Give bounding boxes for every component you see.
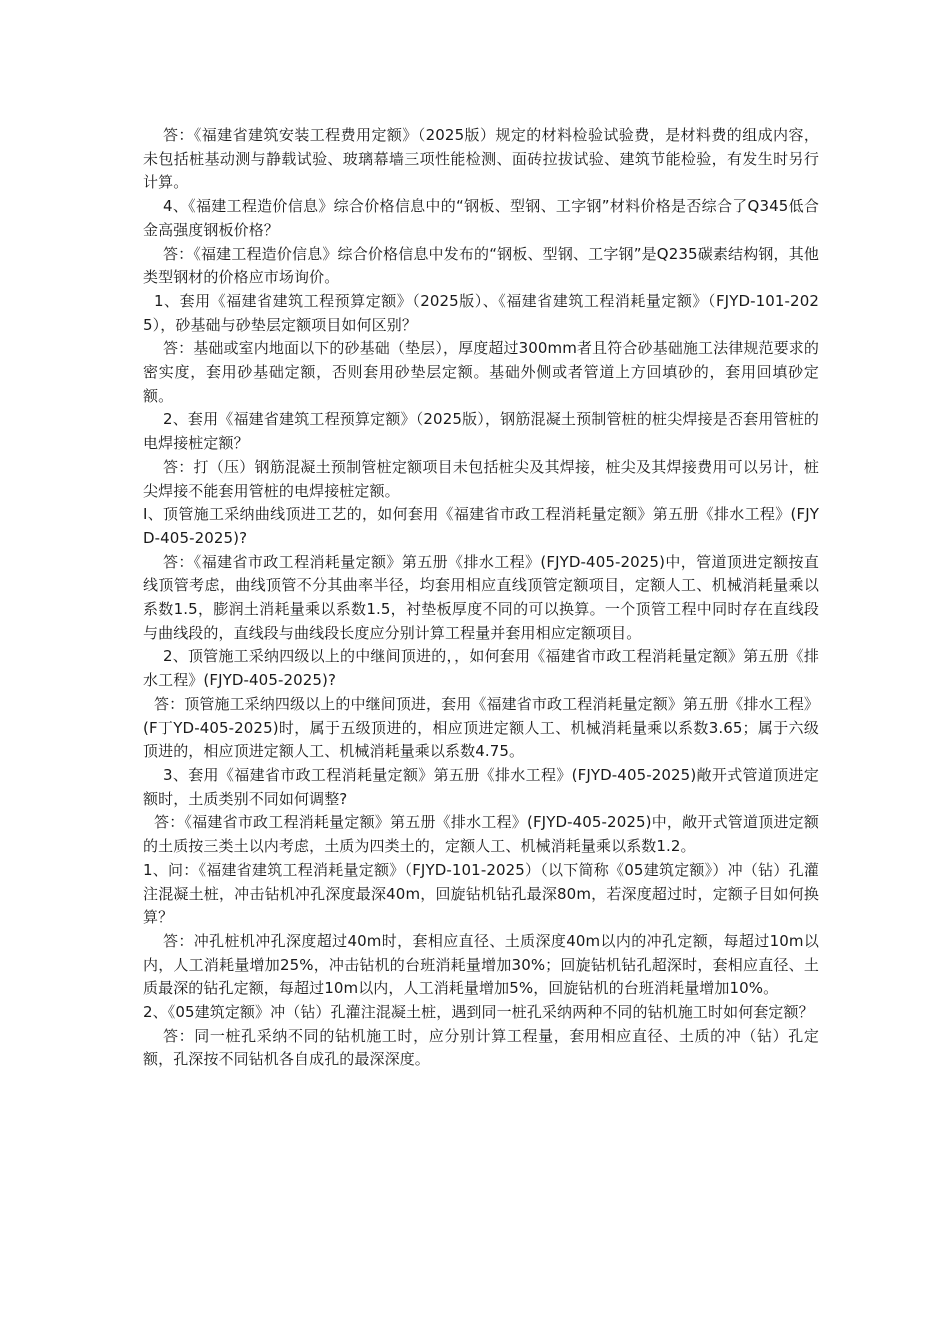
answer-paragraph: 答：基础或室内地面以下的砂基础（垫层），厚度超过300mm者且符合砂基础施工法律规范要求的密实度，套用砂基础定额，否则套用砂垫层定额。基础外侧或者管道上方回填砂的，套用回填砂定额。 <box>143 339 819 405</box>
question-paragraph: 3、套用《福建省市政工程消耗量定额》第五册《排水工程》(FJYD-405-2025)敞开式管道顶进定额时，土质类别不同如何调整? <box>143 765 819 808</box>
question-paragraph: 2、顶管施工采纳四级以上的中继间顶进的，，如何套用《福建省市政工程消耗量定额》第五册《排水工程》(FJYD-405-2025)? <box>143 647 819 690</box>
answer-paragraph: 答：《福建省市政工程消耗量定额》第五册《排水工程》(FJYD-405-2025)中，管道顶进定额按直线顶管考虑，曲线顶管不分其曲率半径，均套用相应直线顶管定额项目，定额人工、机械消耗量乘以系数1.5，膨润土消耗量乘以系数1.5，衬垫板厚度不同的可以换算。一个顶管工程中同时存在直线段与曲线段的，直线段与曲线段长度应分别计算工程量并套用相应定额项目。 <box>143 552 819 642</box>
answer-paragraph: 答：《福建省市政工程消耗量定额》第五册《排水工程》(FJYD-405-2025)中，敞开式管道顶进定额的土质按三类土以内考虑，土质为四类土的，定额人工、机械消耗量乘以系数1.2。 <box>143 813 819 856</box>
answer-paragraph: 答：顶管施工采纳四级以上的中继间顶进，套用《福建省市政工程消耗量定额》第五册《排水工程》(F丁YD-405-2025)时，属于五级顶进的，相应顶进定额人工、机械消耗量乘以系数3.65；属于六级顶进的，相应顶进定额人工、机械消耗量乘以系数4.75。 <box>143 694 819 761</box>
question-paragraph: 2、《05建筑定额》冲（钻）孔灌注混凝土桩，遇到同一桩孔采纳两种不同的钻机施工时如何套定额？ <box>143 1003 814 1022</box>
question-paragraph: 4、《福建工程造价信息》综合价格信息中的“钢板、型钢、工字钢”材料价格是否综合了Q345低合金高强度钢板价格？ <box>143 197 819 239</box>
document-body <box>143 124 819 1072</box>
answer-paragraph: 答：冲孔桩机冲孔深度超过40m时，套相应直径、土质深度40m以内的冲孔定额，每超过10m以内，人工消耗量增加25%，冲击钻机的台班消耗量增加30%；回旋钻机钻孔超深时，套相应直径、土质最深的钻孔定额，每超过10m以内，人工消耗量增加5%，回旋钻机的台班消耗量增加10%。 <box>143 931 819 998</box>
question-paragraph: I、顶管施工采纳曲线顶进工艺的，如何套用《福建省市政工程消耗量定额》第五册《排水工程》(FJYD-405-2025)? <box>143 505 819 547</box>
answer-paragraph: 答：《福建工程造价信息》综合价格信息中发布的“钢板、型钢、工字钢”是Q235碳素结构钢，其他类型钢材的价格应市场询价。 <box>143 244 819 287</box>
answer-paragraph: 答：打（压）钢筋混凝土预制管桩定额项目未包括桩尖及其焊接，桩尖及其焊接费用可以另计，桩尖焊接不能套用管桩的电焊接桩定额。 <box>143 457 819 500</box>
question-paragraph: 1、问：《福建省建筑工程消耗量定额》（FJYD-101-2025）（以下简称《05建筑定额》）冲（钻）孔灌注混凝土桩，冲击钻机冲孔深度最深40m，回旋钻机钻孔最深80m，若深度超过时，定额子目如何换算？ <box>143 860 819 927</box>
question-paragraph: 2、套用《福建省建筑工程预算定额》（2025版），钢筋混凝土预制管桩的桩尖焊接是否套用管桩的电焊接桩定额？ <box>143 410 819 453</box>
answer-paragraph: 答：《福建省建筑安装工程费用定额》（2025版）规定的材料检验试验费，是材料费的组成内容，未包括桩基动测与静载试验、玻璃幕墙三项性能检测、面砖拉拔试验、建筑节能检验，有发生时另行计算。 <box>143 126 819 192</box>
answer-paragraph: 答：同一桩孔采纳不同的钻机施工时，应分别计算工程量，套用相应直径、土质的冲（钻）孔定额，孔深按不同钻机各自成孔的最深深度。 <box>143 1026 819 1069</box>
question-paragraph: 1、套用《福建省建筑工程预算定额》（2025版）、《福建省建筑工程消耗量定额》（FJYD-101-2025），砂基础与砂垫层定额项目如何区别？ <box>143 291 819 334</box>
